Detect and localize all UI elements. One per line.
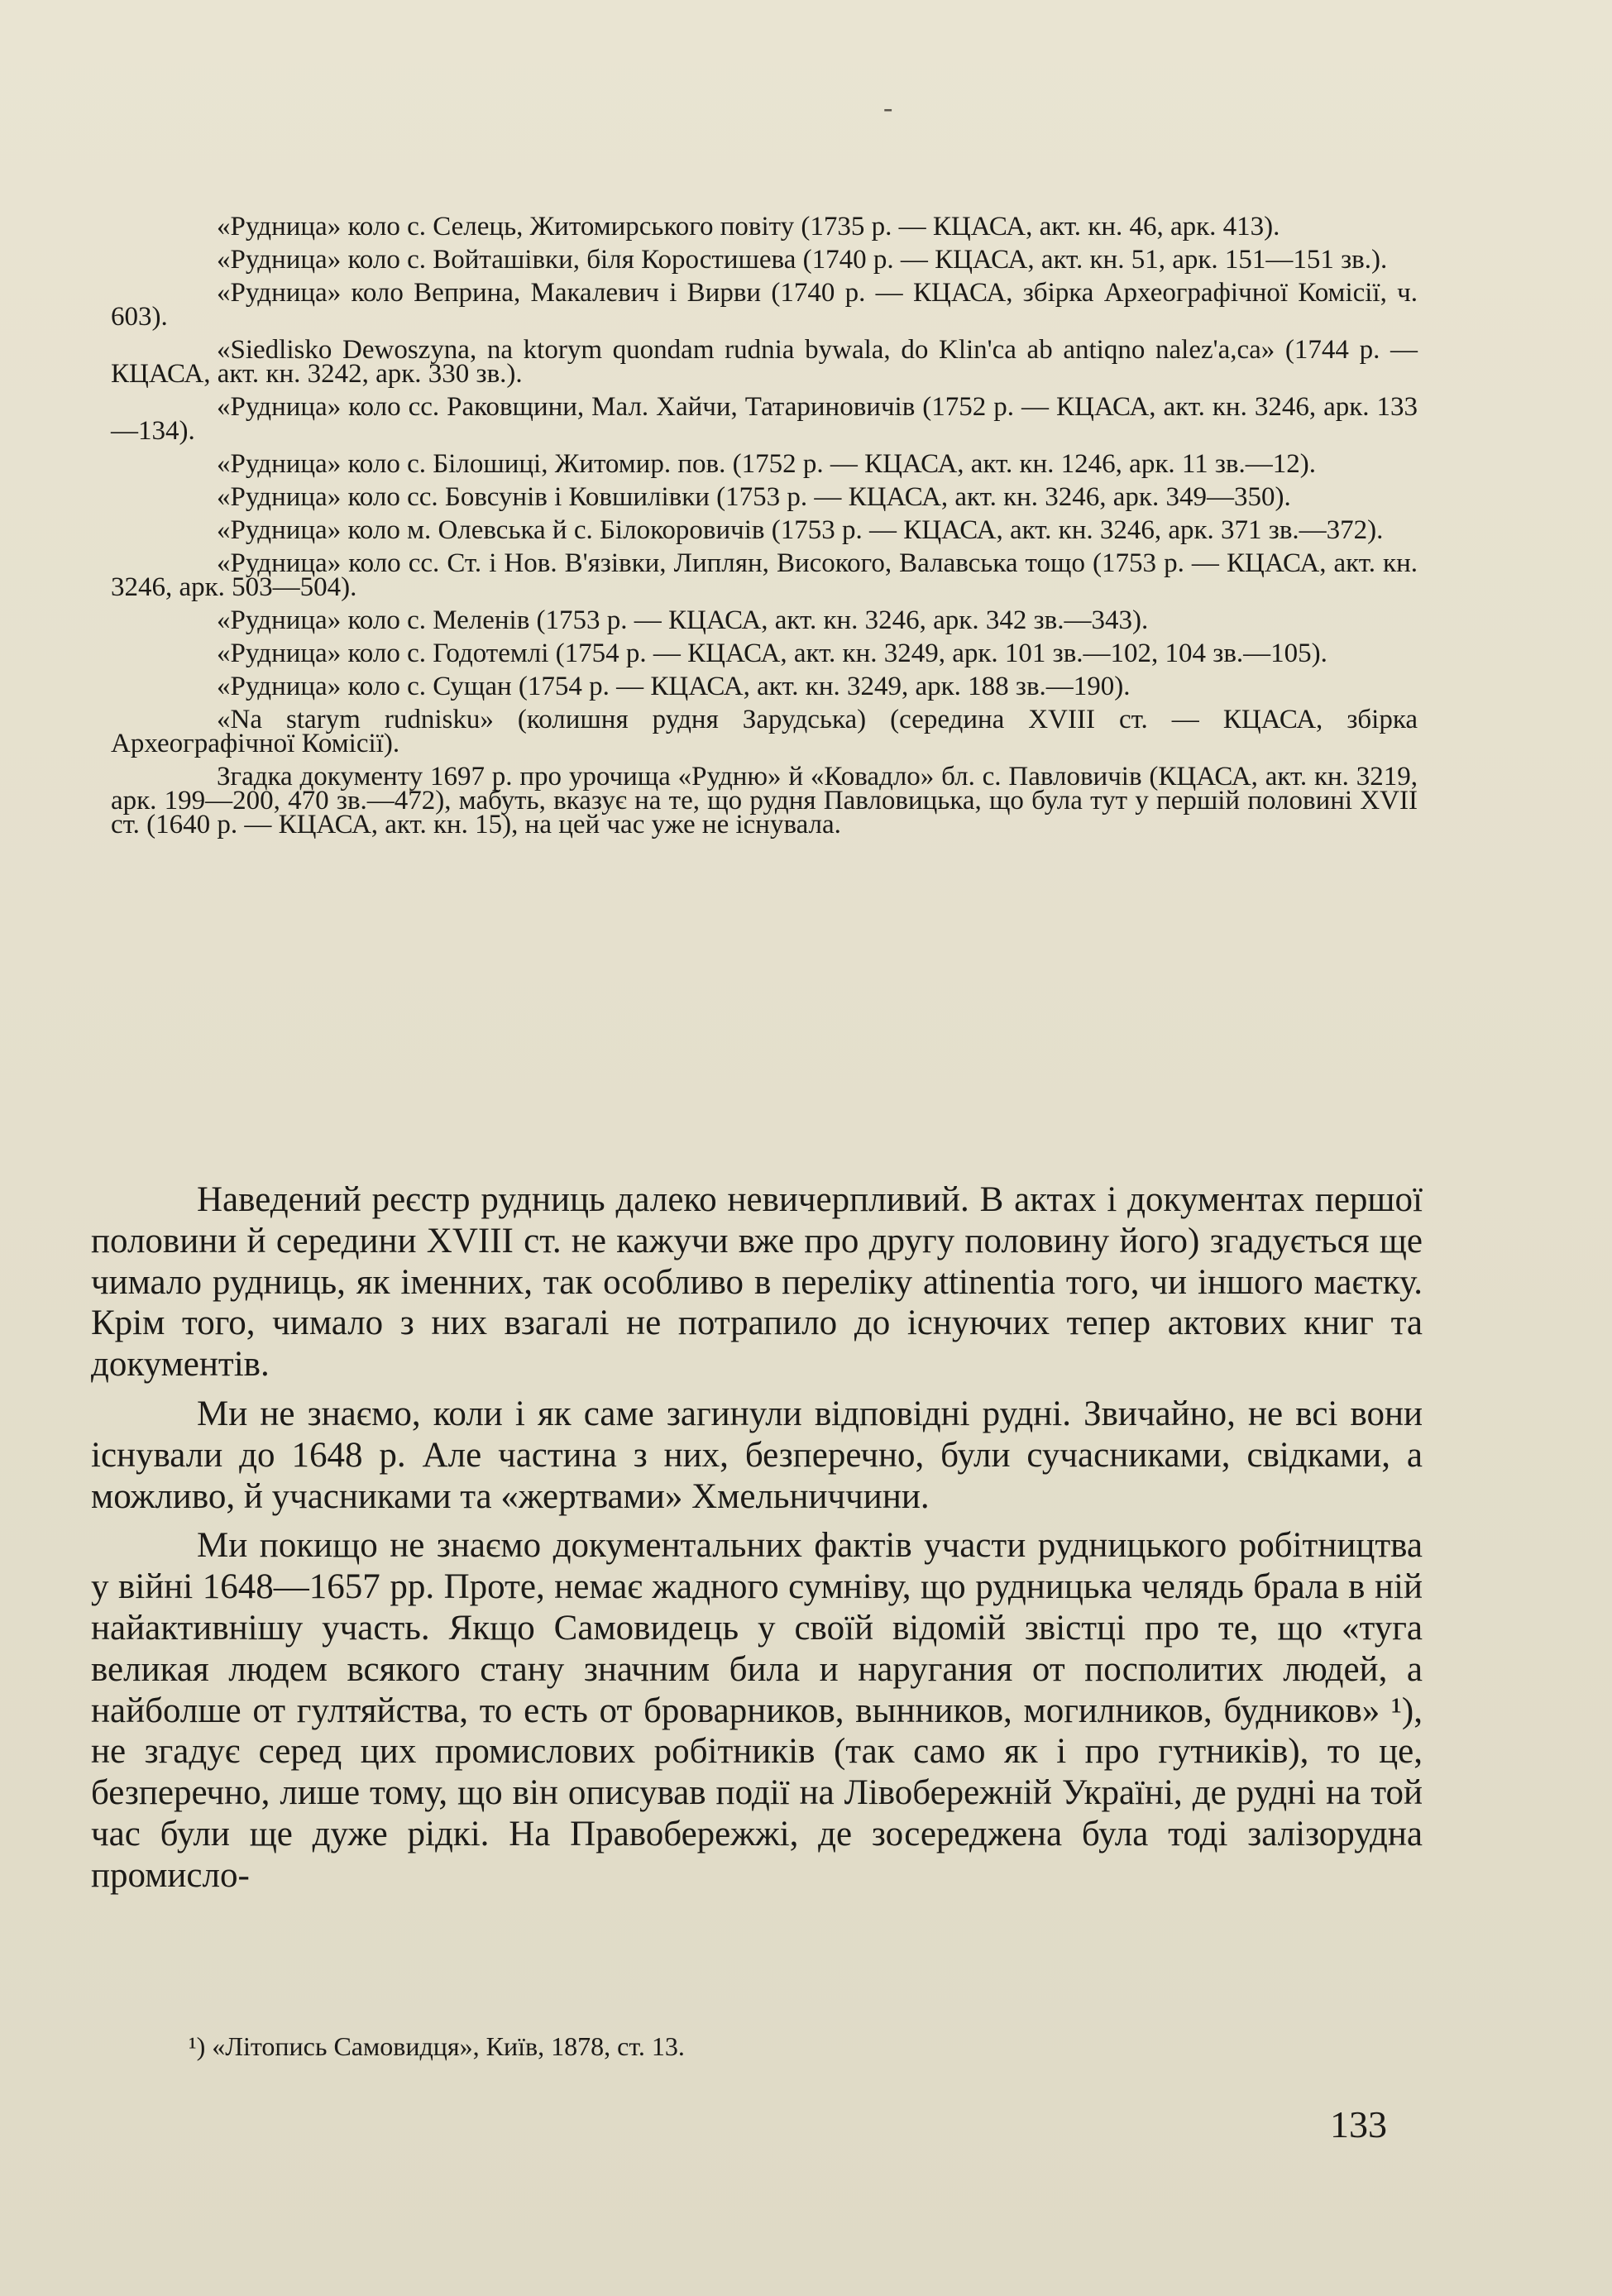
page-number: 133	[1330, 2103, 1387, 2145]
reference-entry: «Рудница» коло Веприна, Макалевич і Вирви (1740 р. — КЦАСА, збірка Археографічної Комісії, ч. 603).	[111, 278, 1418, 332]
reference-entry: «Рудница» коло с. Меленів (1753 р. — КЦАСА, акт. кн. 3246, арк. 342 зв.—343).	[217, 605, 1149, 635]
header-mark: -	[883, 93, 893, 123]
reference-entry: «Na starym rudnisku» (колишня рудня Зарудська) (середина XVIII ст. — КЦАСА, збірка Археографічної Комісії).	[111, 705, 1418, 758]
reference-list	[111, 212, 1418, 839]
body-paragraph: Ми не знаємо, коли і як саме загинули відповідні рудні. Звичайно, не всі вони існували до 1648 р. Але частина з них, безперечно, були сучасниками, свідками, а можливо, й учасниками та «жертвами» Хмельниччини.	[91, 1394, 1423, 1516]
reference-entry: «Рудница» коло с. Білошиці, Житомир. пов. (1752 р. — КЦАСА, акт. кн. 1246, арк. 11 зв.—12).	[217, 449, 1316, 479]
reference-entry: «Рудница» коло сс. Бовсунів і Ковшилівки (1753 р. — КЦАСА, акт. кн. 3246, арк. 349—350).	[217, 482, 1291, 512]
reference-entry: «Рудница» коло с. Годотемлі (1754 р. — КЦАСА, акт. кн. 3249, арк. 101 зв.—102, 104 зв.—105).	[217, 639, 1327, 668]
reference-entry: «Рудница» коло сс. Раковщини, Мал. Хайчи, Татариновичів (1752 р. — КЦАСА, акт. кн. 3246, арк. 133—134).	[111, 392, 1418, 446]
reference-entry: «Рудница» коло с. Войташівки, біля Коростишева (1740 р. — КЦАСА, акт. кн. 51, арк. 151—151 зв.).	[217, 245, 1388, 275]
reference-entry: «Рудница» коло сс. Ст. і Нов. В'язівки, Липлян, Високого, Валавська тощо (1753 р. — КЦАСА, акт. кн. 3246, арк. 503—504).	[111, 548, 1418, 602]
reference-entry: Згадка документу 1697 р. про урочища «Рудню» й «Ковадло» бл. с. Павловичів (КЦАСА, акт. кн. 3219, арк. 199—200, 470 зв.—472), мабуть, вказує на те, що рудня Павловицька, що була тут у першій половині XVII ст. (1640 р. — КЦАСА, акт. кн. 15), на цей час уже не існувала.	[111, 762, 1418, 839]
reference-entry: «Рудница» коло с. Сущан (1754 р. — КЦАСА, акт. кн. 3249, арк. 188 зв.—190).	[217, 672, 1131, 701]
reference-entry: «Рудница» коло с. Селець, Житомирського повіту (1735 р. — КЦАСА, акт. кн. 46, арк. 413).	[217, 212, 1280, 242]
body-paragraph: Наведений реєстр рудниць далеко невичерпливий. В актах і документах першої половини й середини XVIII ст. не кажучи вже про другу половину його) згадується ще чимало рудниць, як іменних, так особливо в переліку attinentia того, чи іншого маєтку. Крім того, чимало з них взагалі не потрапило до існуючих тепер актових книг та документів.	[91, 1180, 1423, 1385]
body-paragraph: Ми покищо не знаємо документальних фактів участи рудницького робітництва у війні 1648—1657 рр. Проте, немає жадного сумніву, що рудницька челядь брала в ній найактивнішу участь. Якщо Самовидець у своїй відомій звістці про те, що «туга великая людем всякого стану значним била и наругания от посполитих людей, а найболше от гултяйства, то есть от броварников, вынников, могилников, будников» ¹), не згадує серед цих промислових робітників (так само як і про гутників), то це, безперечно, лише тому, що він описував події на Лівобережній Україні, де рудні на той час були ще дуже рідкі. На Правобережжі, де зосереджена була тоді залізорудна промисло-	[91, 1526, 1423, 1895]
reference-entry: «Siedlisko Dewoszyna, na ktorym quondam rudnia bywala, do Klin'ca ab antiqno nalez'a,ca» (1744 р. — КЦАСА, акт. кн. 3242, арк. 330 зв.).	[111, 335, 1418, 389]
body-text	[91, 1179, 1423, 1905]
reference-entry: «Рудница» коло м. Олевська й с. Білокоровичів (1753 р. — КЦАСА, акт. кн. 3246, арк. 371 зв.—372).	[217, 515, 1384, 545]
footnote: ¹) «Літопись Самовидця», Київ, 1878, ст. 13.	[189, 2031, 685, 2061]
